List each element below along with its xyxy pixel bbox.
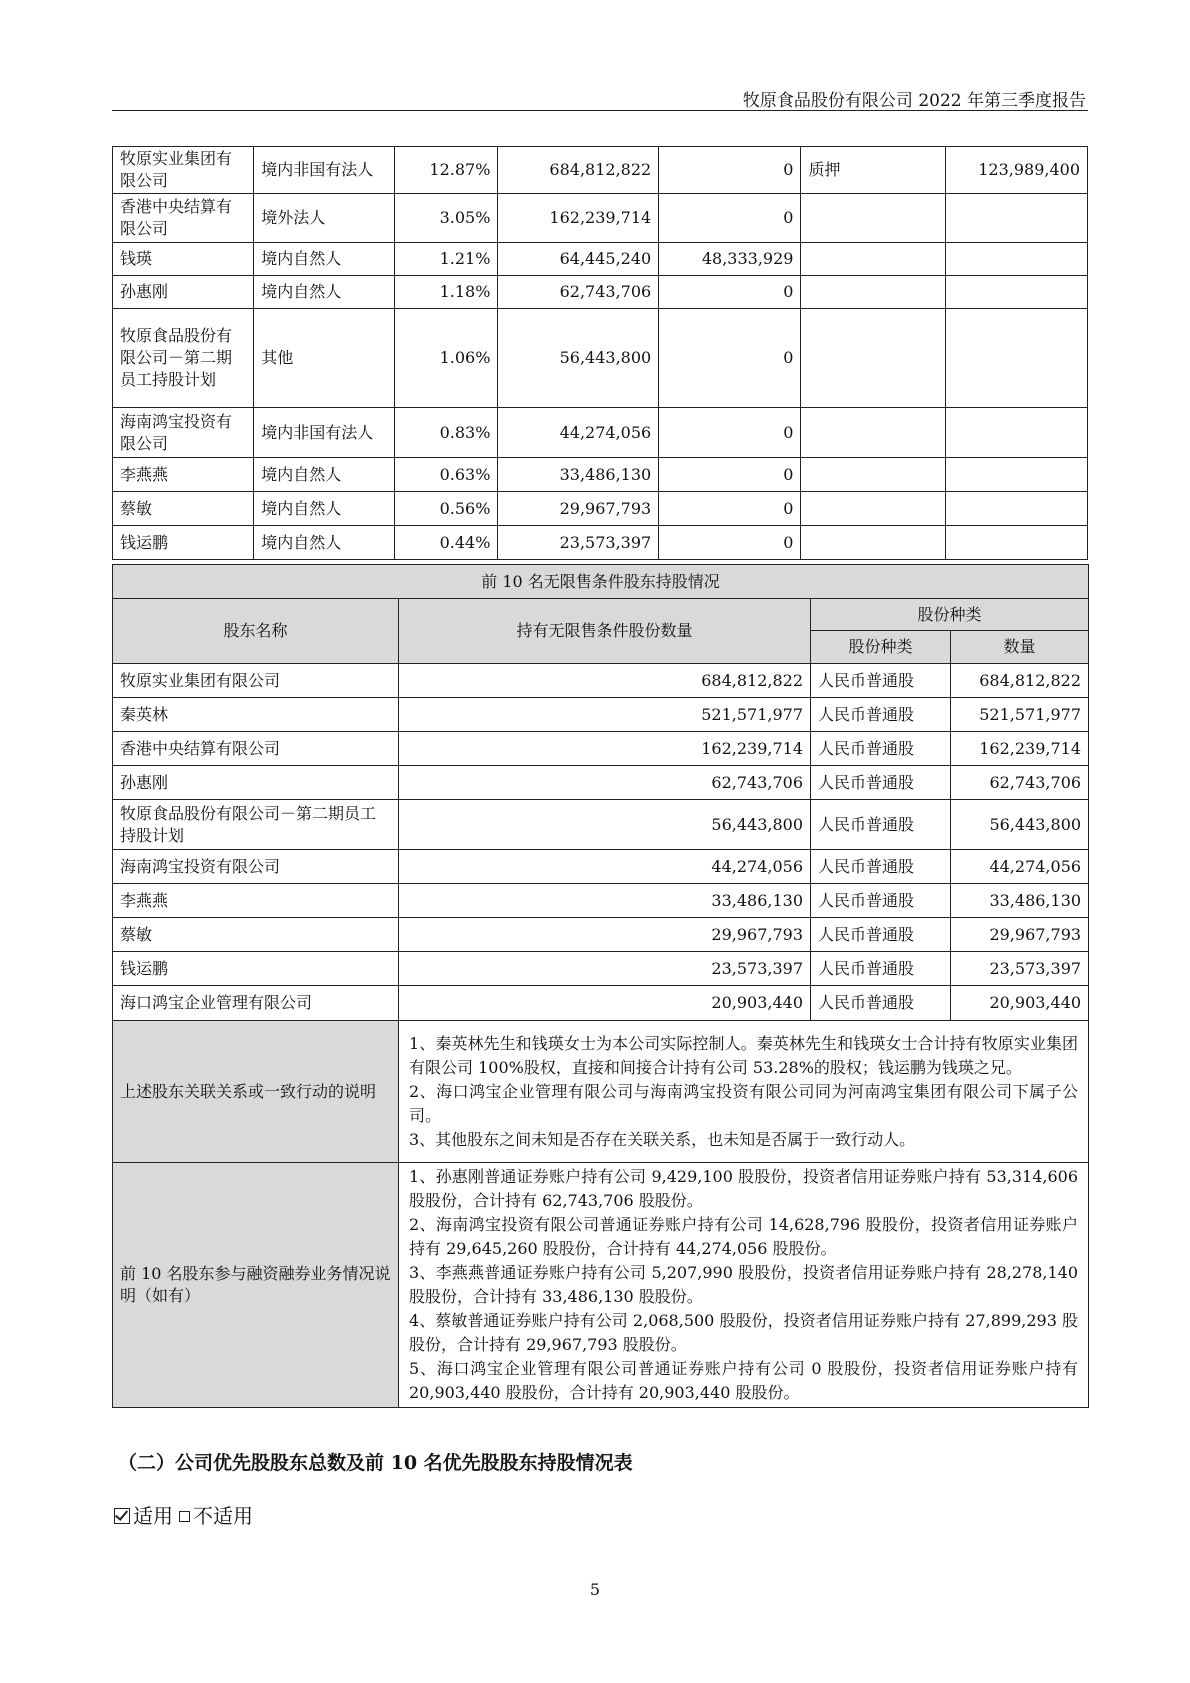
not-applicable-label: 不适用 [193, 1504, 253, 1528]
share-count: 29,967,793 [951, 918, 1089, 952]
share-type: 人民币普通股 [811, 800, 951, 850]
holder-pct: 0.44% [395, 526, 498, 560]
holder-name: 蔡敏 [113, 492, 254, 526]
relation-note: 2、海口鸿宝企业管理有限公司与海南鸿宝投资有限公司同为河南鸿宝集团有限公司下属子公司。 [409, 1081, 1079, 1125]
holder-name: 李燕燕 [113, 458, 254, 492]
holder-shares: 44,274,056 [498, 408, 659, 458]
holder-restricted: 0 [659, 194, 801, 243]
holder-restricted: 0 [659, 526, 801, 560]
holder-shares: 162,239,714 [498, 194, 659, 243]
share-count: 56,443,800 [951, 800, 1089, 850]
holder-qty: 521,571,977 [399, 698, 811, 732]
margin-note: 2、海南鸿宝投资有限公司普通证券账户持有公司 14,628,796 股股份，投资者信用证券账户持有 29,645,260 股股份，合计持有 44,274,056 股股份。 [409, 1215, 1079, 1258]
margin-notes [399, 1163, 1089, 1408]
pledge-qty: 123,989,400 [945, 147, 1087, 194]
share-type: 人民币普通股 [811, 952, 951, 986]
relation-note: 1、秦英林先生和钱瑛女士为本公司实际控制人。秦英林先生和钱瑛女士合计持有牧原实业集团有限公司 100%股权，直接和间接合计持有公司 53.28%的股权；钱运鹏为钱瑛之兄。 [409, 1033, 1079, 1077]
margin-label: 前 10 名股东参与融资融券业务情况说明（如有） [113, 1163, 399, 1408]
holder-name: 蔡敏 [113, 918, 399, 952]
holder-nature: 境内非国有法人 [254, 408, 395, 458]
holder-qty: 29,967,793 [399, 918, 811, 952]
holder-name: 秦英林 [113, 698, 399, 732]
holder-qty: 162,239,714 [399, 732, 811, 766]
table-row [113, 408, 1088, 458]
margin-note: 5、海口鸿宝企业管理有限公司普通证券账户持有公司 0 股股份，投资者信用证券账户持有 20,903,440 股股份，合计持有 20,903,440 股股份。 [409, 1359, 1079, 1402]
pledge-qty [945, 243, 1087, 276]
holder-pct: 0.56% [395, 492, 498, 526]
share-count: 521,571,977 [951, 698, 1089, 732]
holder-shares: 684,812,822 [498, 147, 659, 194]
share-count: 162,239,714 [951, 732, 1089, 766]
relation-note: 3、其他股东之间未知是否存在关联关系，也未知是否属于一致行动人。 [409, 1129, 916, 1149]
table-header-row [113, 599, 1089, 631]
pledge-qty [945, 526, 1087, 560]
margin-note: 4、蔡敏普通证券账户持有公司 2,068,500 股股份，投资者信用证券账户持有 27,899,293 股股份，合计持有 29,967,793 股股份。 [409, 1311, 1079, 1354]
holder-shares: 33,486,130 [498, 458, 659, 492]
holder-name: 孙惠刚 [113, 276, 254, 309]
pledge-qty [945, 194, 1087, 243]
holder-qty: 44,274,056 [399, 850, 811, 884]
applicability-options [114, 1500, 253, 1529]
holder-shares: 29,967,793 [498, 492, 659, 526]
holder-name: 海口鸿宝企业管理有限公司 [113, 986, 399, 1021]
holder-restricted: 48,333,929 [659, 243, 801, 276]
pledge-status: 质押 [801, 147, 945, 194]
pledge-status [801, 526, 945, 560]
share-type: 人民币普通股 [811, 884, 951, 918]
holder-name: 香港中央结算有限公司 [113, 194, 254, 243]
share-type: 人民币普通股 [811, 732, 951, 766]
table-row [113, 458, 1088, 492]
page-number: 5 [589, 1580, 601, 1599]
holder-restricted: 0 [659, 492, 801, 526]
pledge-status [801, 243, 945, 276]
share-type: 人民币普通股 [811, 766, 951, 800]
holder-qty: 56,443,800 [399, 800, 811, 850]
holder-nature: 境内自然人 [254, 492, 395, 526]
holder-name: 钱运鹏 [113, 526, 254, 560]
pledge-qty [945, 492, 1087, 526]
holder-name: 孙惠刚 [113, 766, 399, 800]
share-type: 人民币普通股 [811, 850, 951, 884]
share-count: 684,812,822 [951, 664, 1089, 698]
share-count: 44,274,056 [951, 850, 1089, 884]
holder-restricted: 0 [659, 309, 801, 408]
pledge-qty [945, 309, 1087, 408]
table-row [113, 952, 1089, 986]
table-row [113, 986, 1089, 1021]
holder-pct: 0.63% [395, 458, 498, 492]
share-type: 人民币普通股 [811, 664, 951, 698]
holder-pct: 3.05% [395, 194, 498, 243]
holder-nature: 境内自然人 [254, 243, 395, 276]
holder-nature: 境内自然人 [254, 276, 395, 309]
share-count: 20,903,440 [951, 986, 1089, 1021]
report-title: 牧原食品股份有限公司 2022 年第三季度报告 [742, 91, 1086, 111]
margin-row [113, 1163, 1089, 1408]
holder-nature: 境内自然人 [254, 526, 395, 560]
holder-name: 海南鸿宝投资有限公司 [113, 850, 399, 884]
checked-box-icon[interactable] [114, 1508, 130, 1524]
table-row [113, 884, 1089, 918]
holder-pct: 1.06% [395, 309, 498, 408]
pledge-qty [945, 276, 1087, 309]
holder-restricted: 0 [659, 458, 801, 492]
holder-shares: 62,743,706 [498, 276, 659, 309]
page-header [112, 82, 1088, 111]
share-count: 62,743,706 [951, 766, 1089, 800]
holder-shares: 64,445,240 [498, 243, 659, 276]
share-count: 23,573,397 [951, 952, 1089, 986]
relation-label: 上述股东关联关系或一致行动的说明 [113, 1021, 399, 1163]
holder-name: 牧原实业集团有限公司 [113, 147, 254, 194]
table-row [113, 243, 1088, 276]
holder-nature: 其他 [254, 309, 395, 408]
share-type: 人民币普通股 [811, 698, 951, 732]
col-header-count: 数量 [951, 631, 1089, 664]
holder-nature: 境内非国有法人 [254, 147, 395, 194]
table-row [113, 800, 1089, 850]
holder-restricted: 0 [659, 147, 801, 194]
margin-note: 3、李燕燕普通证券账户持有公司 5,207,990 股股份，投资者信用证券账户持有 28,278,140 股股份，合计持有 33,486,130 股股份。 [409, 1263, 1079, 1306]
holder-restricted: 0 [659, 408, 801, 458]
holder-name: 海南鸿宝投资有限公司 [113, 408, 254, 458]
relation-notes [399, 1021, 1089, 1163]
holder-restricted: 0 [659, 276, 801, 309]
section-heading: 前 10 名无限售条件股东持股情况 [113, 565, 1089, 599]
holder-pct: 0.83% [395, 408, 498, 458]
holder-qty: 62,743,706 [399, 766, 811, 800]
margin-note: 1、孙惠刚普通证券账户持有公司 9,429,100 股股份，投资者信用证券账户持有 53,314,606 股股份，合计持有 62,743,706 股股份。 [409, 1167, 1079, 1210]
holder-qty: 20,903,440 [399, 986, 811, 1021]
holder-name: 李燕燕 [113, 884, 399, 918]
holder-name: 香港中央结算有限公司 [113, 732, 399, 766]
holder-name: 牧原食品股份有限公司－第二期员工持股计划 [113, 800, 399, 850]
table-row [113, 526, 1088, 560]
holder-name: 钱运鹏 [113, 952, 399, 986]
table-row [113, 194, 1088, 243]
holder-qty: 23,573,397 [399, 952, 811, 986]
section-title: （二）公司优先股股东总数及前 10 名优先股股东持股情况表 [118, 1452, 633, 1474]
share-type: 人民币普通股 [811, 986, 951, 1021]
pledge-status [801, 309, 945, 408]
holder-name: 钱瑛 [113, 243, 254, 276]
col-header-share-type-group: 股份种类 [811, 599, 1089, 631]
pledge-status [801, 458, 945, 492]
pledge-qty [945, 408, 1087, 458]
col-header-name: 股东名称 [113, 599, 399, 664]
applicable-label: 适用 [133, 1504, 173, 1528]
col-header-share-type: 股份种类 [811, 631, 951, 664]
unchecked-box-icon[interactable] [179, 1511, 190, 1522]
holder-shares: 56,443,800 [498, 309, 659, 408]
holder-pct: 1.18% [395, 276, 498, 309]
pledge-status [801, 408, 945, 458]
table-row [113, 698, 1089, 732]
table-row [113, 732, 1089, 766]
table-row [113, 565, 1089, 599]
table-row [113, 276, 1088, 309]
holder-pct: 1.21% [395, 243, 498, 276]
table-row [113, 147, 1088, 194]
holder-nature: 境内自然人 [254, 458, 395, 492]
pledge-qty [945, 458, 1087, 492]
unrestricted-holders-table [112, 564, 1089, 1408]
holder-qty: 684,812,822 [399, 664, 811, 698]
col-header-qty: 持有无限售条件股份数量 [399, 599, 811, 664]
table-row [113, 918, 1089, 952]
holder-qty: 33,486,130 [399, 884, 811, 918]
table-row [113, 492, 1088, 526]
holder-shares: 23,573,397 [498, 526, 659, 560]
holder-name: 牧原实业集团有限公司 [113, 664, 399, 698]
table-row [113, 766, 1089, 800]
table-row [113, 664, 1089, 698]
pledge-status [801, 276, 945, 309]
relation-row [113, 1021, 1089, 1163]
top-holders-table [112, 146, 1088, 560]
holder-name: 牧原食品股份有限公司－第二期员工持股计划 [113, 309, 254, 408]
share-type: 人民币普通股 [811, 918, 951, 952]
pledge-status [801, 492, 945, 526]
table-row [113, 850, 1089, 884]
pledge-status [801, 194, 945, 243]
table-row [113, 309, 1088, 408]
holder-nature: 境外法人 [254, 194, 395, 243]
holder-pct: 12.87% [395, 147, 498, 194]
share-count: 33,486,130 [951, 884, 1089, 918]
